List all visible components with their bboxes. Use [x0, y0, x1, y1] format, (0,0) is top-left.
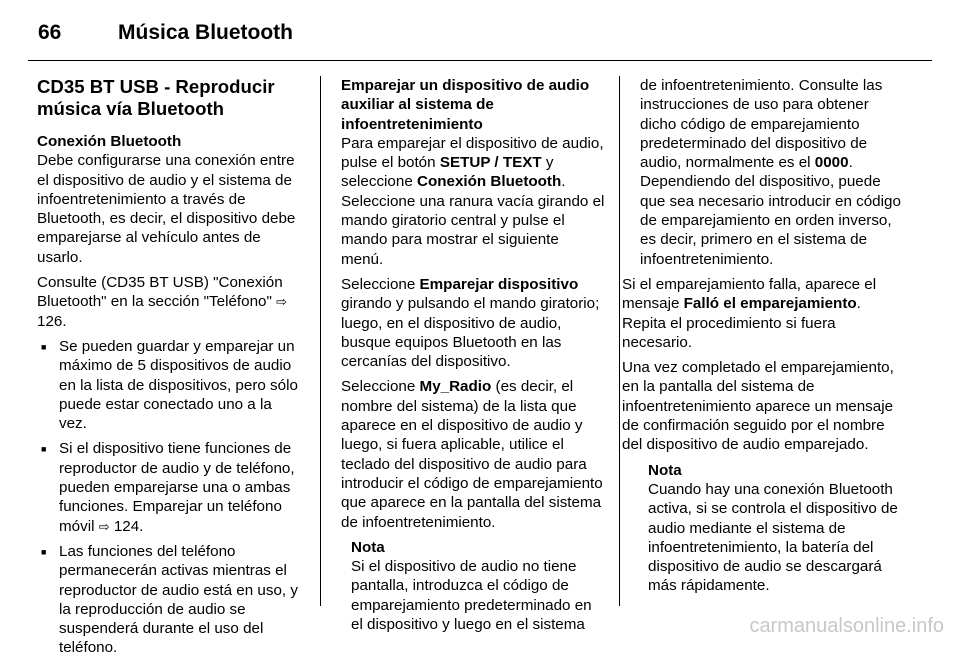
column-divider — [619, 76, 620, 606]
watermark: carmanualsonline.info — [749, 615, 944, 637]
note-title: Nota — [648, 461, 682, 479]
paragraph-text: Una vez completado el emparejamiento, en la pantalla del sistema de infoentretenimiento aparece un mensaje de confirmación seguido por el nombre del dispositivo de audio emparejado. — [622, 359, 894, 454]
list-item — [37, 439, 301, 535]
paragraph — [341, 275, 605, 371]
paragraph-text: . Repita el procedimiento si fuera necesario. — [622, 295, 861, 351]
page-ref[interactable]: 124. — [113, 517, 144, 535]
paragraph — [37, 132, 301, 267]
column-1 — [37, 76, 301, 664]
page-title: Música Bluetooth — [118, 21, 294, 44]
note-title: Nota — [351, 538, 385, 556]
paragraph-text: (es decir, el nombre del sistema) de la lista que aparece en el dispositivo de audio y luego, si fuera aplicable, utilice el teclado del dispositivo de audio para introducir el código de emparejamiento que aparece en la pantalla del sistema de infoentretenimiento. — [341, 378, 603, 531]
page-ref-arrow-icon: ⇨ — [98, 518, 110, 534]
page-number: 66 — [38, 21, 62, 44]
note-continuation — [622, 76, 904, 269]
paragraph-text: Seleccione — [341, 275, 416, 293]
system-name: My_Radio — [419, 378, 492, 396]
page-ref[interactable]: 126. — [37, 312, 67, 330]
paragraph-text: Si el emparejamiento falla, aparece el mensaje — [622, 275, 877, 313]
paragraph — [341, 76, 605, 269]
column-divider — [320, 76, 321, 606]
header-rule — [28, 60, 932, 61]
section-heading: CD35 BT USB - Reproducir música vía Bluetooth — [37, 76, 275, 119]
paragraph-reference — [37, 273, 301, 331]
paragraph — [341, 377, 605, 531]
page-ref-arrow-icon: ⇨ — [276, 294, 287, 310]
list-item — [37, 542, 301, 658]
paragraph — [622, 275, 904, 352]
pairing-code: 0000 — [814, 154, 849, 172]
paragraph-text: y seleccione — [341, 154, 554, 191]
subheading: Emparejar un dispositivo de audio auxiliar al sistema de infoentretenimiento — [341, 77, 590, 133]
error-message: Falló el emparejamiento — [683, 295, 857, 313]
note-text: Si el dispositivo de audio no tiene pantalla, introduzca el código de emparejamiento predeterminado en el dispositivo y luego en el sistema — [351, 558, 592, 634]
paragraph — [622, 358, 904, 454]
note-text: Cuando hay una conexión Bluetooth activa, si se controla el dispositivo de audio mediante el sistema de infoentretenimiento, la batería del dispositivo de audio se descargará más rápidamente. — [648, 480, 898, 595]
page-header — [38, 16, 293, 50]
menu-item-label: Emparejar dispositivo — [419, 275, 579, 293]
note-text: . Dependiendo del dispositivo, puede que sea necesario introducir en código de emparejamiento en orden inverso, es decir, primero en el sistema de infoentretenimiento. — [640, 154, 901, 268]
note-box — [622, 461, 904, 596]
list-item-text: Las funciones del teléfono permanecerán activas mientras el reproductor de audio está en uso, y la reproducción de audio se suspenderá durante el uso del teléfono. — [59, 542, 298, 657]
paragraph-text: Seleccione — [341, 378, 416, 396]
paragraph-text: . Seleccione una ranura vacía girando el mando giratorio central y pulse el mando para mostrar el siguiente menú. — [341, 173, 605, 268]
paragraph-text: Debe configurarse una conexión entre el dispositivo de audio y el sistema de infoentretenimiento a través de Bluetooth, es decir, el dispositivo debe emparejarse al vehículo antes de usarlo. — [37, 152, 296, 266]
bullet-list — [37, 337, 301, 658]
paragraph-text: girando y pulsando el mando giratorio; luego, en el dispositivo de audio, busque equipos Bluetooth en las cercanías del dispositivo. — [341, 295, 600, 371]
column-2 — [341, 76, 605, 640]
list-item-text: Si el dispositivo tiene funciones de reproductor de audio y de teléfono, pueden emparejarse una o ambas funciones. Emparejar un teléfono móvil — [59, 440, 295, 535]
column-3 — [622, 76, 904, 602]
paragraph-text: Para emparejar el dispositivo de audio, pulse el botón — [341, 134, 604, 172]
setup-text-button-label: SETUP / TEXT — [439, 154, 542, 172]
list-item-text: Se pueden guardar y emparejar un máximo de 5 dispositivos de audio en la lista de dispositivos, pero sólo puede estar conectado uno a la vez. — [59, 337, 298, 433]
note-text: de infoentretenimiento. Consulte las instrucciones de uso para obtener dicho código de emparejamiento predeterminado del dispositivo de audio, normalmente es el — [640, 77, 883, 172]
subheading: Conexión Bluetooth — [37, 133, 182, 150]
menu-item-label: Conexión Bluetooth — [417, 173, 562, 191]
note-box — [341, 538, 605, 634]
paragraph-text: Consulte (CD35 BT USB) "Conexión Bluetooth" en la sección "Teléfono" — [37, 274, 283, 311]
list-item — [37, 337, 301, 433]
